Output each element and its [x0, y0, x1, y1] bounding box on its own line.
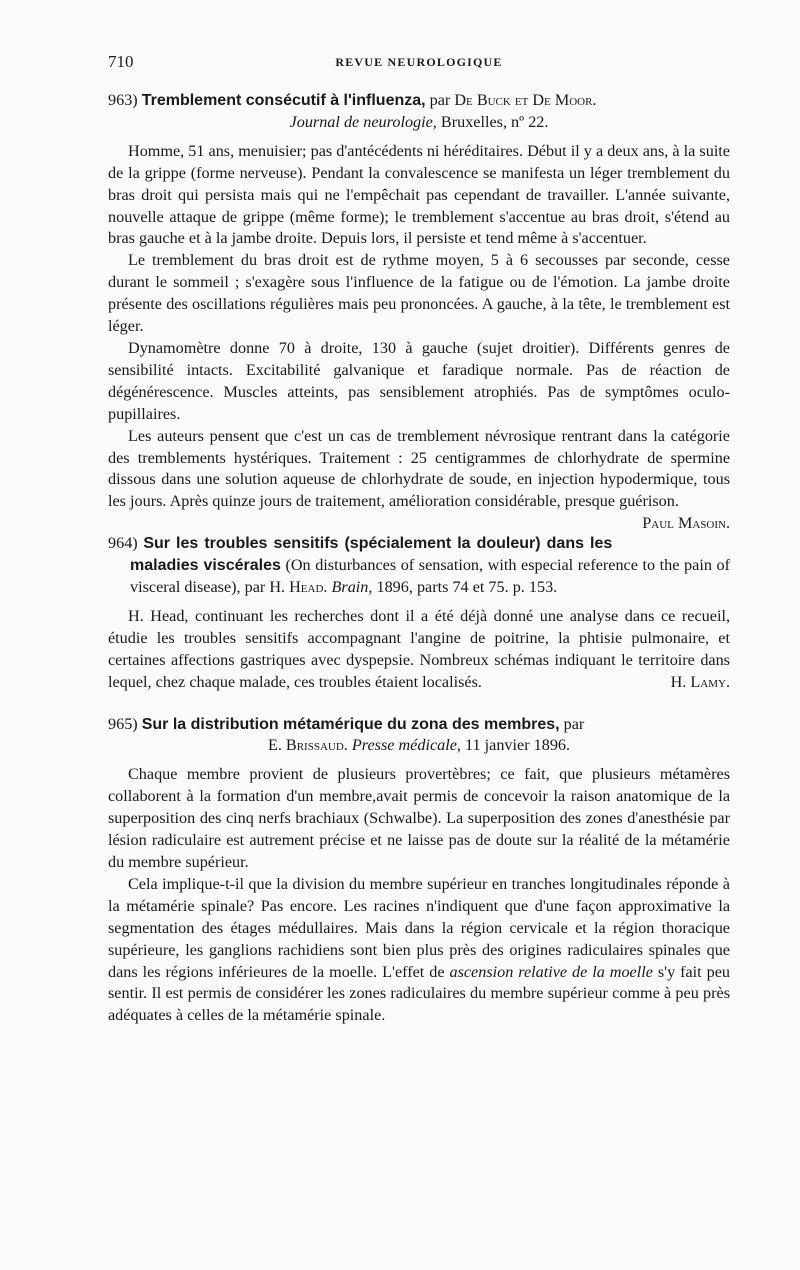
- emphasis-text: ascension relative de la moelle: [449, 962, 653, 981]
- entry-source: [108, 112, 730, 134]
- entry-source: [108, 735, 730, 757]
- source-details: 1896, parts 74 et 75. p. 153.: [372, 578, 558, 597]
- running-title: REVUE NEUROLOGIQUE: [335, 55, 503, 69]
- source-journal: Journal de neurologie,: [289, 112, 437, 131]
- reviewer-signature: H. Lamy.: [670, 672, 730, 691]
- entry-number: 965): [108, 714, 138, 733]
- paragraph: [108, 874, 730, 1027]
- entry-title: Sur la distribution métamérique du zona des membres,: [141, 715, 560, 733]
- entry-authors: Head.: [289, 578, 328, 597]
- paragraph: Dynamomètre donne 70 à droite, 130 à gauche (sujet droitier). Différents genres de sensibilité intacts. Excitabilité galvanique et faradique normale. Pas de réaction de dégénérescence. Muscles atteints, pas sensiblement atrophiés. Pas de symptômes oculo-pupillaires.: [108, 338, 730, 423]
- source-journal: Presse médicale,: [351, 736, 461, 755]
- page-header: [108, 52, 730, 76]
- entry-number: 963): [108, 91, 138, 109]
- source-details: 11 janvier 1896.: [460, 736, 571, 755]
- abstract-entry-963: [108, 90, 730, 533]
- abstract-entry-965: [108, 714, 730, 1028]
- paragraph-text: Cela implique-t-il que la division du membre supérieur en tranches longitudinales réponde à la métamérie spinale? Pas encore. Les racines n'indiquent que d'une façon approximative la segmentation des étages médullaires. Mais dans la région cervicale et la région thoracique supérieure, les ganglions rachidiens sont bien plus près des origines radiculaires spinales que dans les régions inférieures de la moelle. L'effet de: [108, 874, 730, 981]
- paragraph: Homme, 51 ans, menuisier; pas d'antécédents ni héréditaires. Début il y a deux ans, à la suite de la grippe (forme nerveuse). Pendant la convalescence se manifesta un léger tremblement du bras droit qui persista mais qui ne l'empêchait pas cependant de travailler. L'année suivante, nouvelle attaque de grippe (même forme); le tremblement s'accentue au bras droit, s'étend au bras gauche et à la jambe droite. Depuis lors, il persiste et tend même à s'accentuer.: [108, 141, 730, 248]
- source-journal: Brain,: [331, 578, 373, 597]
- source-details: Bruxelles, nº 22.: [436, 112, 549, 131]
- paragraph: Chaque membre provient de plusieurs provertèbres; ce fait, que plusieurs métamères collaborent à la formation d'un membre,avait permis de concevoir la raison anatomique de la superposition des cinq nerfs brachiaux (Schwalbe). La superposition des zones d'anesthésie par lésion radiculaire est autrement précise et ne laisse pas de doute sur la réalité de la métamérie du membre supérieur.: [108, 765, 730, 871]
- paragraph: Le tremblement du bras droit est de rythme moyen, 5 à 6 secousses par seconde, cesse durant le sommeil ; s'exagère sous l'influence de la fatigue ou de l'émotion. La jambe droite présente des oscillations régulières mais peu prononcées. A gauche, à la tête, le tremblement est léger.: [108, 251, 730, 336]
- entry-title: Sur les troubles sensitifs (spécialement la douleur) dans les maladies viscérales: [130, 535, 613, 575]
- entry-heading: [108, 533, 730, 599]
- entry-byline: (On disturbances of sensation, with especial reference to the pain of visceral disease), par H.: [130, 556, 730, 597]
- entry-authors: De Buck et De Moor.: [454, 91, 597, 109]
- entry-authors: E. Brissaud.: [267, 736, 348, 755]
- entry-byline: par: [559, 714, 585, 733]
- body-text: [108, 90, 730, 1027]
- paragraph: [108, 606, 730, 694]
- entry-number: 964): [108, 534, 138, 553]
- paragraph-text: Les auteurs pensent que c'est un cas de tremblement névrosique rentrant dans la catégorie des tremblements hystériques. Traitement : 25 centigrammes de chlorhydrate de spermine dissous dans une solution aqueuse de chlorhydrate de soude, en injection hypodermique, tous les jours. Après quinze jours de traitement, amélioration considérable, presque guérison.: [108, 426, 730, 511]
- entry-heading: [108, 90, 730, 112]
- page-number: 710: [108, 52, 134, 71]
- entry-heading: [108, 714, 730, 736]
- entry-title: Tremblement consécutif à l'influenza,: [141, 92, 426, 109]
- paragraph: [108, 426, 730, 533]
- entry-byline: par: [425, 91, 455, 109]
- paragraph-text: H. Head, continuant les recherches dont il a été déjà donné une analyse dans ce recueil, étudie les troubles sensitifs accompagnant l'angine de poitrine, la phtisie pulmonaire, et certaines affections gastriques avec dyspepsie. Nombreux schémas indiquant le territoire dans lequel, chez chaque malade, ces troubles étaient localisés.: [108, 606, 730, 691]
- paragraph-text: s'y fait peu sentir. Il est permis de considérer les zones radiculaires du membre supérieur comme à peu près adéquates à celles de la métamérie spinale.: [108, 962, 730, 1025]
- reviewer-signature: Paul Masoin.: [642, 514, 730, 533]
- abstract-entry-964: [108, 533, 730, 693]
